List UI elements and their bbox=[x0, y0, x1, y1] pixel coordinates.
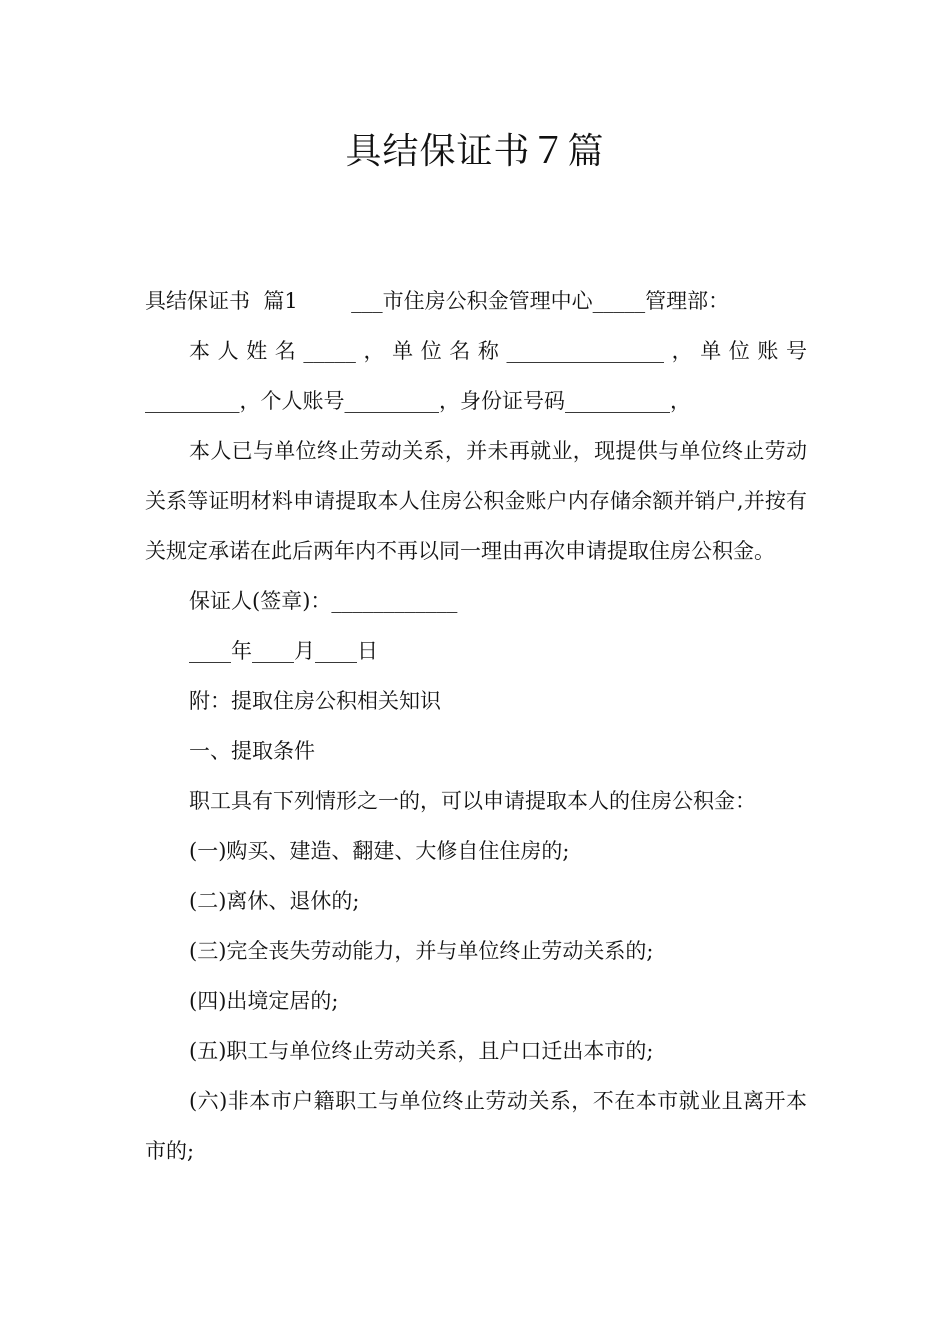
document-body bbox=[145, 276, 807, 1176]
condition-item: (六)非本市户籍职工与单位终止劳动关系，不在本市就业且离开本市的; bbox=[145, 1089, 807, 1163]
document-title: 具结保证书７篇 bbox=[345, 131, 605, 172]
conditions-heading: 一、提取条件 bbox=[189, 739, 315, 763]
condition-item: (五)职工与单位终止劳动关系，且户口迁出本市的; bbox=[189, 1039, 654, 1063]
date-line: ____年____月____日 bbox=[189, 639, 378, 663]
conditions-intro: 职工具有下列情形之一的，可以申请提取本人的住房公积金： bbox=[189, 789, 756, 813]
declaration-paragraph: 本人已与单位终止劳动关系，并未再就业，现提供与单位终止劳动关系等证明材料申请提取本人住房公积金账户内存储余额并销户,并按有关规定承诺在此后两年内不再以同一理由再次申请提取住房公积金。 bbox=[145, 439, 807, 563]
signature-line: 保证人(签章)：____________ bbox=[189, 589, 458, 613]
condition-item: (三)完全丧失劳动能力，并与单位终止劳动关系的; bbox=[189, 939, 654, 963]
condition-item: (四)出境定居的; bbox=[189, 989, 339, 1013]
applicant-info-paragraph: 本人姓名_____，单位名称_______________，单位账号_________，个人账号_________，身份证号码__________， bbox=[145, 339, 807, 413]
condition-item: (二)离休、退休的; bbox=[189, 889, 360, 913]
section-heading-line: 具结保证书 篇1 ___市住房公积金管理中心_____管理部： bbox=[145, 289, 730, 313]
appendix-heading: 附：提取住房公积相关知识 bbox=[189, 689, 441, 713]
condition-item: (一)购买、建造、翻建、大修自住住房的; bbox=[189, 839, 570, 863]
